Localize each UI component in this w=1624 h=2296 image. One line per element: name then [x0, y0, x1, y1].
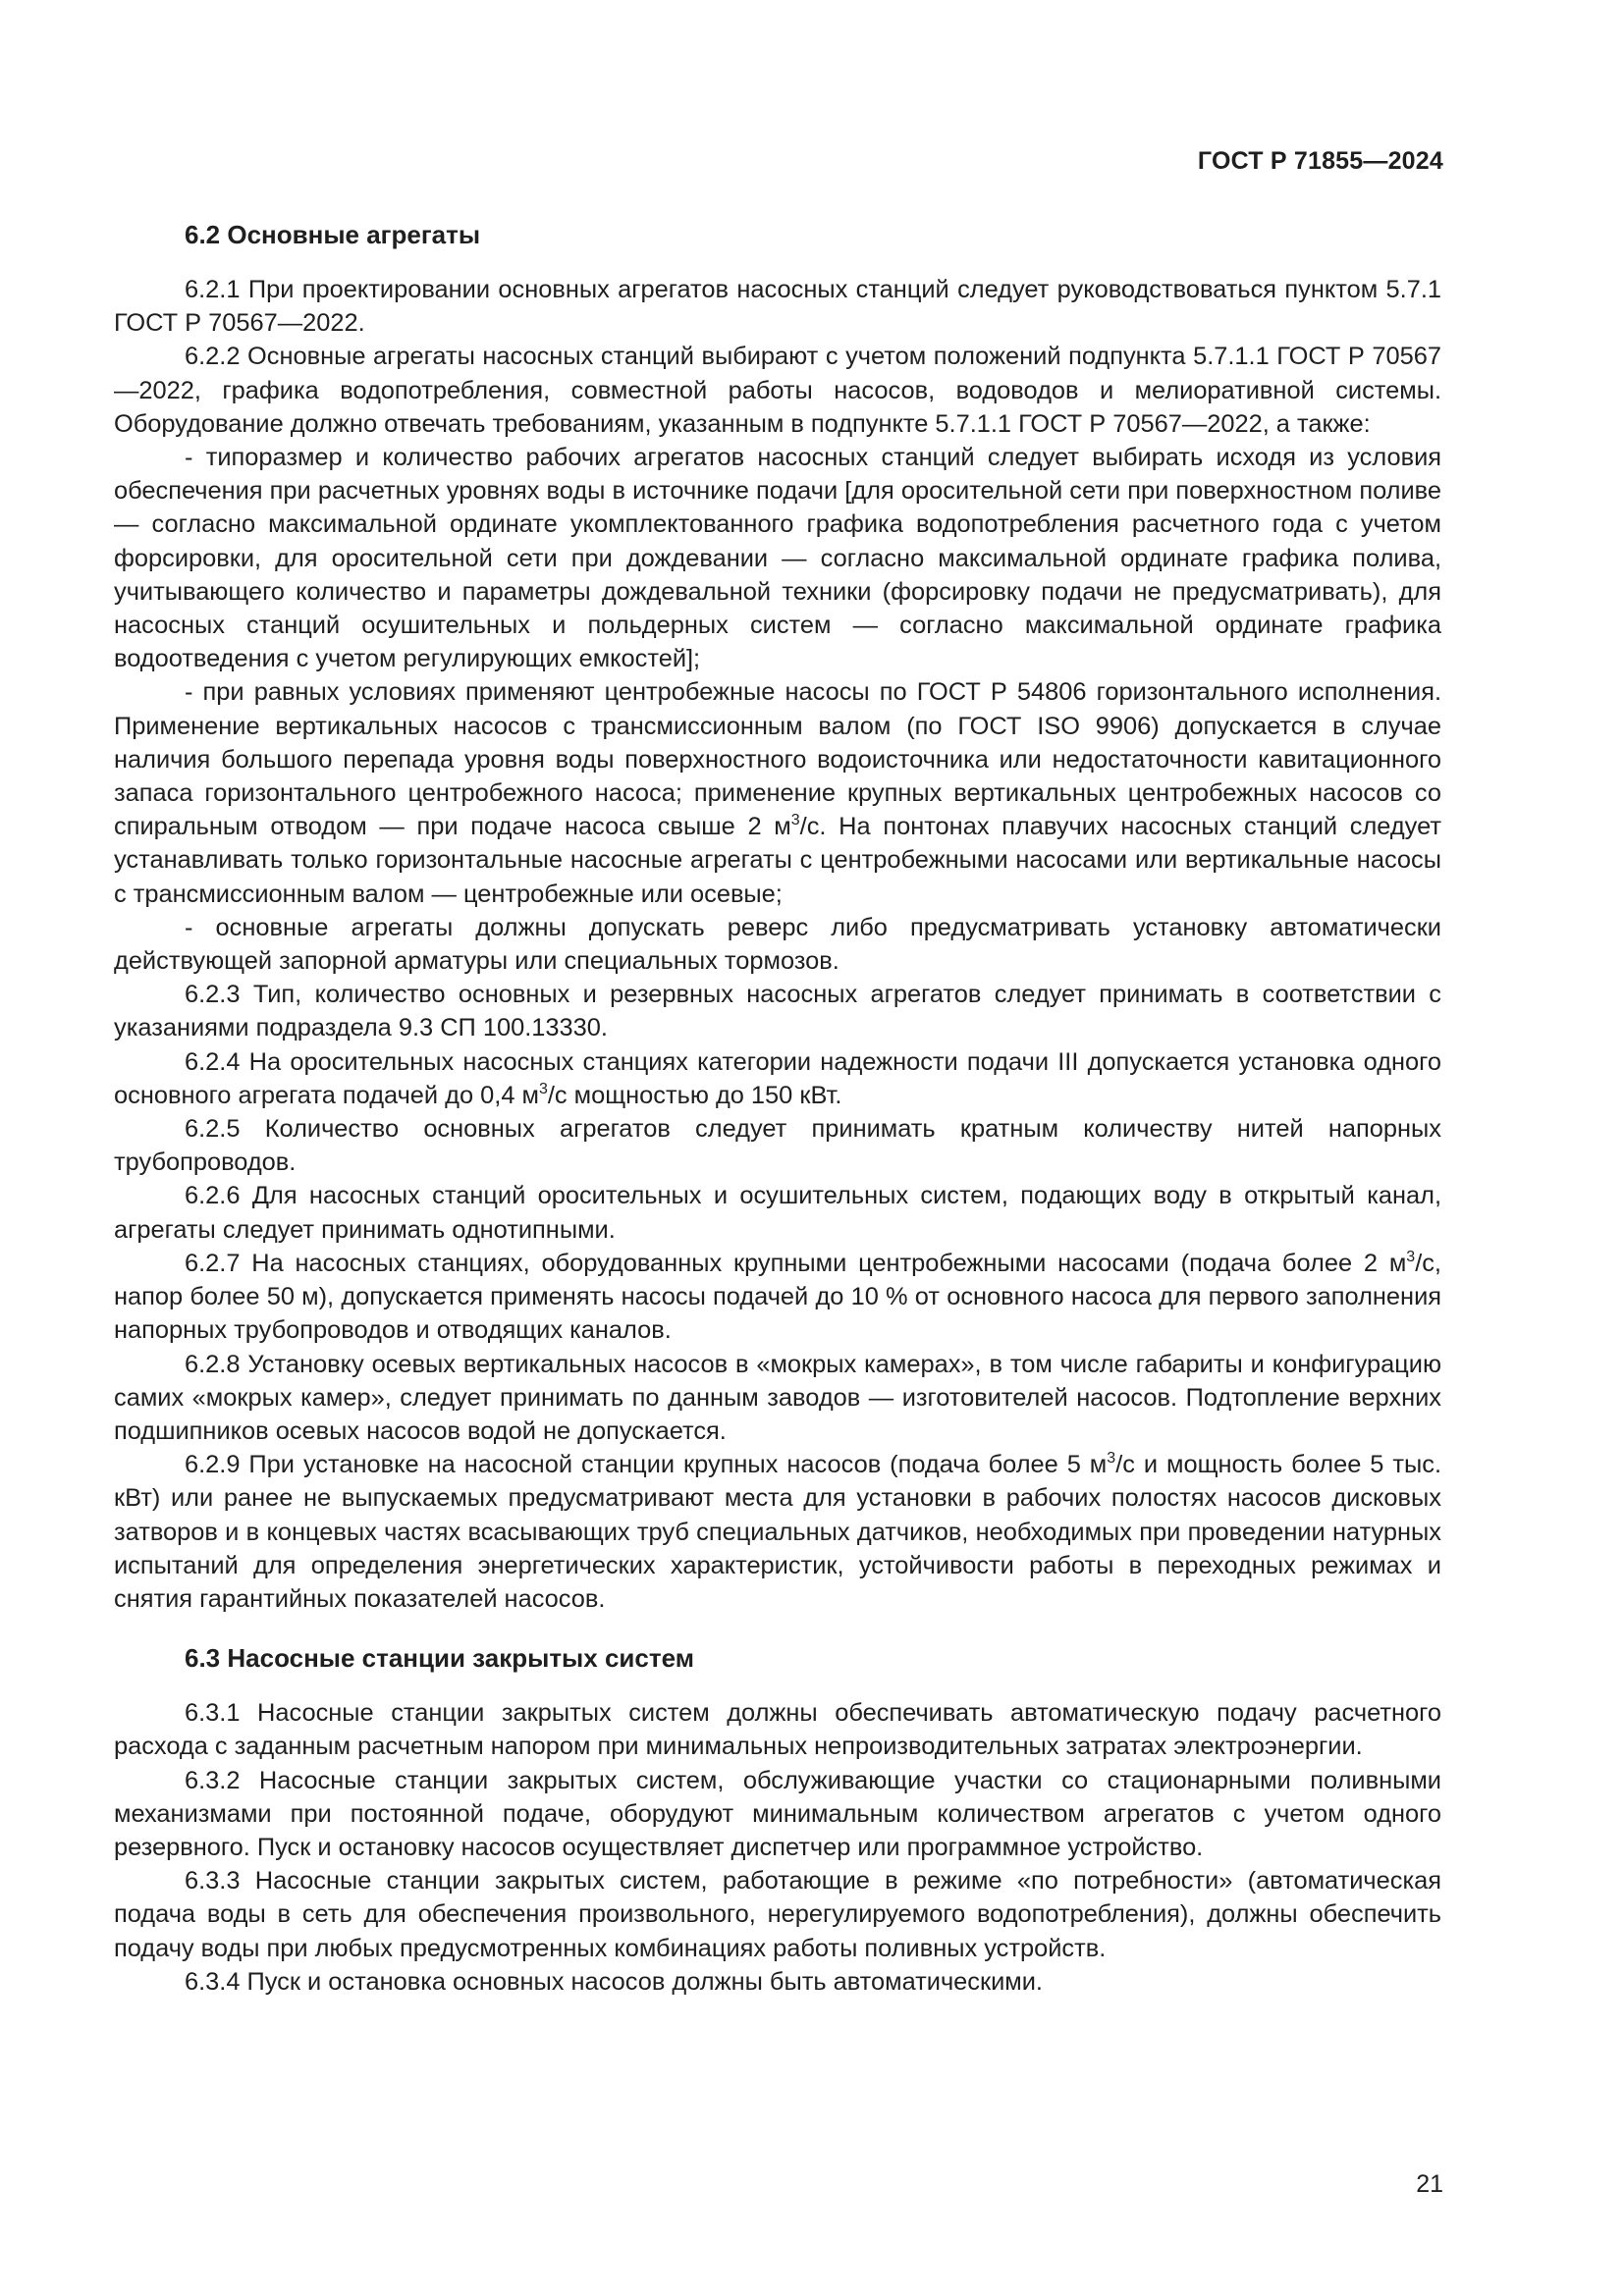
page-number: 21	[1416, 2170, 1443, 2198]
paragraph-6-3-3: 6.3.3 Насосные станции закрытых систем, работающие в режиме «по потребности» (автоматическая подача воды в сеть для обеспечения произвольного, нерегулируемого водопотребления), должны обеспечить подачу воды при любых предусмотренных комбинациях работы поливных устройств.	[114, 1867, 1441, 1962]
paragraph-6-2-6: 6.2.6 Для насосных станций оросительных и осушительных систем, подающих воду в открытый канал, агрегаты следует принимать однотипными.	[114, 1182, 1441, 1244]
superscript: 3	[1406, 1248, 1416, 1265]
superscript: 3	[1107, 1450, 1116, 1468]
paragraph-6-2-2: 6.2.2 Основные агрегаты насосных станций выбирают с учетом положений подпункта 5.7.1.1 ГОСТ Р 70567—2022, графика водопотребления, совместной работы насосов, водоводов и мелиоративной системы. Оборудование должно отвечать требованиям, указанным в подпункте 5.7.1.1 ГОСТ Р 70567—2022, а также:	[114, 343, 1441, 438]
text-segment: 6.2.9 При установке на насосной станции крупных насосов (подача более 5 м	[185, 1451, 1108, 1479]
text-segment: /с, напор более 50 м), допускается применять насосы подачей до 10 % от основного насоса для первого заполнения напорных трубопроводов и отводящих каналов.	[114, 1249, 1441, 1345]
paragraph-6-2-7	[114, 1247, 1441, 1348]
text-segment: /с и мощность более 5 тыс. кВт) или ранее не выпускаемых предусматривают места для установки в рабочих полостях насосов дисковых затворов и в концевых частях всасывающих труб специальных датчиков, необходимых при проведении натурных испытаний для определения энергетических характеристик, устойчивости работы в переходных режимах и снятия гарантийных показателей насосов.	[114, 1451, 1442, 1613]
section-heading-6-3: 6.3 Насосные станции закрытых систем	[185, 1643, 694, 1674]
document-standard-id: ГОСТ Р 71855—2024	[1197, 147, 1443, 175]
paragraph-6-2-4	[114, 1045, 1441, 1112]
paragraph-6-2-1: 6.2.1 При проектировании основных агрегатов насосных станций следует руководствоваться пунктом 5.7.1 ГОСТ Р 70567—2022.	[114, 276, 1441, 338]
paragraph-6-2-8: 6.2.8 Установку осевых вертикальных насосов в «мокрых камерах», в том числе габариты и конфигурацию самих «мокрых камер», следует принимать по данным заводов — изготовителей насосов. Подтопление верхних подшипников осевых насосов водой не допускается.	[114, 1350, 1441, 1445]
text-segment: 6.2.4 На оросительных насосных станциях категории надежности подачи III допускается установка одного основного агрегата подачей до 0,4 м	[114, 1047, 1441, 1109]
list-item-reverse: - основные агрегаты должны допускать реверс либо предусматривать установку автоматически действующей запорной арматуры или специальных тормозов.	[114, 913, 1441, 976]
list-item-unit-sizing: - типоразмер и количество рабочих агрегатов насосных станций следует выбирать исходя из условия обеспечения при расчетных уровнях воды в источнике подачи [для оросительной сети при поверхностном поливе — согласно максимальной ординате укомплектованного графика водопотребления расчетного года с учетом форсировки, для оросительной сети при дождевании — согласно максимальной ординате графика полива, учитывающего количество и параметры дождевальной техники (форсировку подачи не предусматривать), для насосных станций осушительных и польдерных систем — согласно максимальной ординате графика водоотведения с учетом регулирующих емкостей];	[114, 444, 1441, 673]
text-segment: /с. На понтонах плавучих насосных станций следует устанавливать только горизонтальные насосные агрегаты с центробежными насосами или вертикальные насосы с трансмиссионным валом — центробежные или осевые;	[114, 813, 1441, 908]
superscript: 3	[790, 812, 800, 829]
paragraph-6-2-9	[114, 1448, 1441, 1616]
section-heading-6-2: 6.2 Основные агрегаты	[185, 220, 481, 249]
page-content	[114, 218, 1441, 1999]
text-segment: - при равных условиях применяют центробежные насосы по ГОСТ Р 54806 горизонтального исполнения. Применение вертикальных насосов с трансмиссионным валом (по ГОСТ ISO 9906) допускается в случае наличия большого перепада уровня воды поверхностного водоисточника или недостаточности кавитационного запаса горизонтального центробежного насоса; применение крупных вертикальных центробежных насосов со спиральным отводом — при подаче насоса свыше 2 м	[114, 678, 1441, 841]
text-segment: 6.2.7 На насосных станциях, оборудованных крупными центробежными насосами (подача более 2 м	[185, 1249, 1407, 1277]
paragraph-6-3-4: 6.3.4 Пуск и остановка основных насосов должны быть автоматическими.	[185, 1967, 1043, 1996]
paragraph-6-2-5: 6.2.5 Количество основных агрегатов следует принимать кратным количеству нитей напорных трубопроводов.	[114, 1115, 1441, 1177]
paragraph-6-2-3: 6.2.3 Тип, количество основных и резервных насосных агрегатов следует принимать в соответствии с указаниями подраздела 9.3 СП 100.13330.	[114, 981, 1441, 1042]
text-segment: /с мощностью до 150 кВт.	[547, 1081, 842, 1109]
superscript: 3	[538, 1080, 548, 1097]
list-item-centrifugal-pumps	[114, 675, 1441, 910]
paragraph-6-3-1: 6.3.1 Насосные станции закрытых систем должны обеспечивать автоматическую подачу расчетного расхода с заданным расчетным напором при минимальных непроизводительных затратах электроэнергии.	[114, 1699, 1441, 1761]
paragraph-6-3-2: 6.3.2 Насосные станции закрытых систем, обслуживающие участки со стационарными поливными механизмами при постоянной подаче, оборудуют минимальным количеством агрегатов с учетом одного резервного. Пуск и остановку насосов осуществляет диспетчер или программное устройство.	[114, 1766, 1441, 1861]
